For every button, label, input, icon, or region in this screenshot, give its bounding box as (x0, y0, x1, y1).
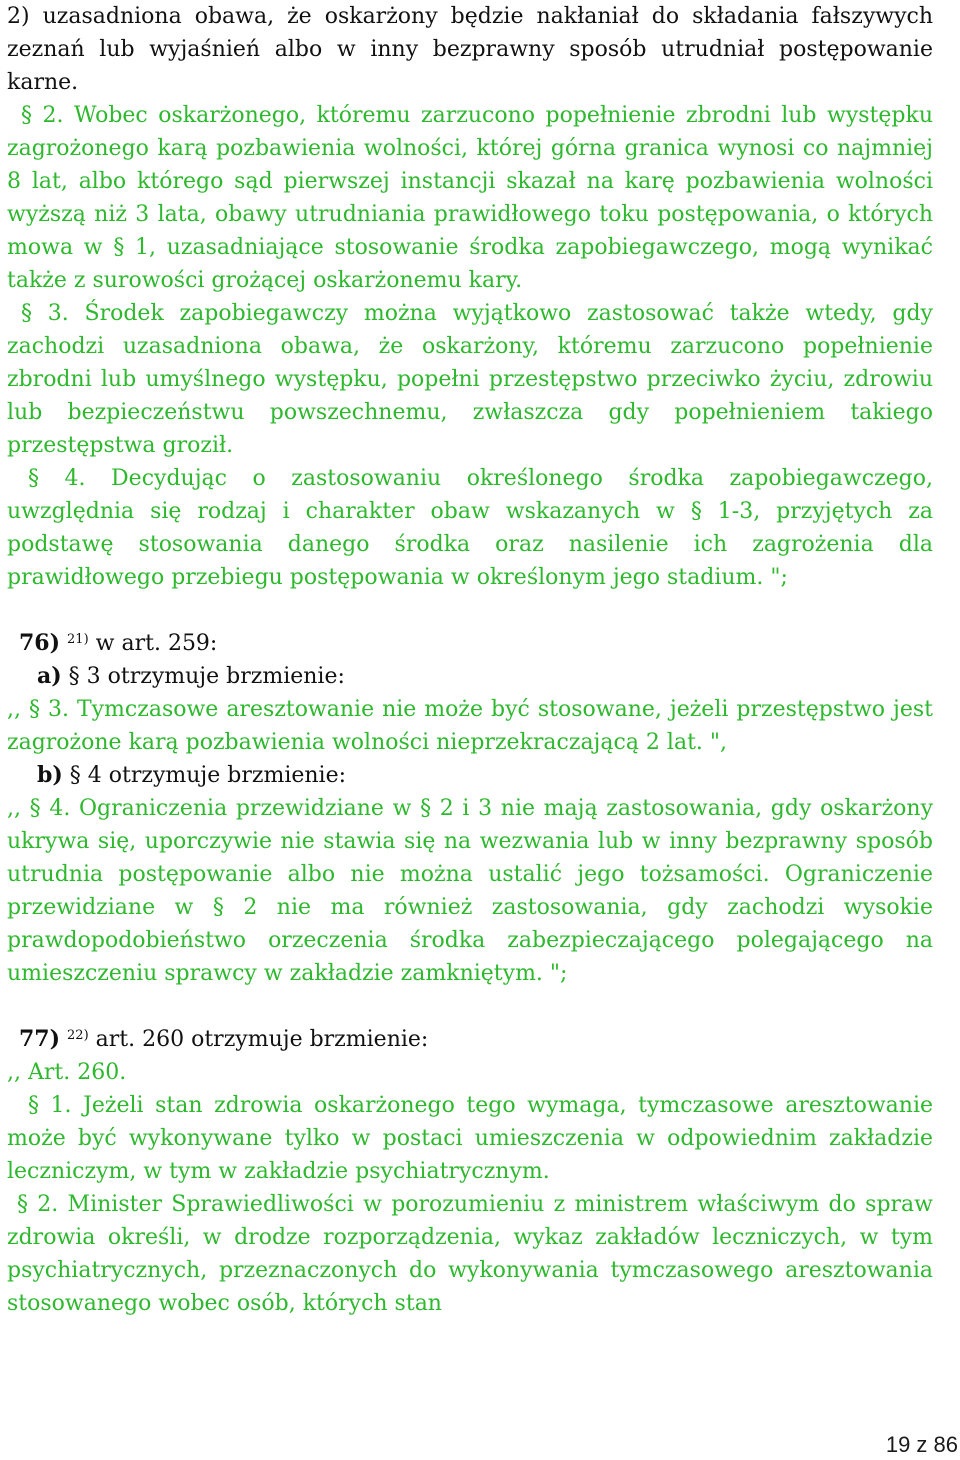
paragraph-art259-section-3: ,, § 3. Tymczasowe aresztowanie nie może być stosowane, jeżeli przestępstwo jest zagrożone karą pozbawienia wolności nieprzekraczającą 2 lat. ", (7, 697, 933, 755)
paragraph-section-2: § 2. Wobec oskarżonego, któremu zarzucono popełnienie zbrodni lub występku zagrożonego karą pozbawienia wolności, której górna granica wynosi co najmniej 8 lat, albo którego sąd pierwszej instancji skazał na karę pozbawienia wolności wyższą niż 3 lata, obawy utrudniania prawidłowego toku postępowania, o których mowa w § 1, uzasadniające stosowanie środka zapobiegawczego, mogą wynikać także z surowości grożącej oskarżonemu kary. (7, 103, 933, 293)
item-77-text: art. 260 otrzymuje brzmienie: (95, 1027, 429, 1052)
document-body (7, 0, 933, 1320)
subitem-a-text: § 3 otrzymuje brzmienie: (68, 664, 345, 689)
paragraph-section-3: § 3. Środek zapobiegawczy można wyjątkowo zastosować także wtedy, gdy zachodzi uzasadniona obawa, że oskarżony, któremu zarzucono popełnienie zbrodni lub umyślnego występku, popełni przestępstwo przeciwko życiu, zdrowiu lub bezpieczeństwu powszechnemu, zwłaszcza gdy popełnieniem takiego przestępstwa groził. (7, 301, 933, 458)
item-76 (7, 627, 933, 660)
subitem-b-text: § 4 otrzymuje brzmienie: (69, 763, 347, 788)
article-260-heading: ,, Art. 260. (7, 1060, 127, 1085)
paragraph-point-2: 2) uzasadniona obawa, że oskarżony będzie nakłaniał do składania fałszywych zeznań lub wyjaśnień albo w inny bezprawny sposób utrudniał postępowanie karne. (7, 4, 933, 95)
subitem-a (7, 660, 933, 693)
item-77 (7, 1023, 933, 1056)
item-77-footnote-ref: 22) (67, 1028, 89, 1043)
subitem-a-label: a) (37, 663, 62, 689)
item-77-number: 77) (19, 1026, 61, 1052)
paragraph-section-4: § 4. Decydując o zastosowaniu określonego środka zapobiegawczego, uwzględnia się rodzaj i charakter obaw wskazanych w § 1-3, przyjętych za podstawę stosowania danego środka oraz nasilenie ich zagrożenia dla prawidłowego przebiegu postępowania w określonym jego stadium. "; (7, 466, 933, 590)
item-76-number: 76) (19, 630, 61, 656)
page-number: 19 z 86 (885, 1432, 958, 1457)
subitem-b (7, 759, 933, 792)
paragraph-art260-section-2: § 2. Minister Sprawiedliwości w porozumieniu z ministrem właściwym do spraw zdrowia określi, w drodze rozporządzenia, wykaz zakładów leczniczych, w tym psychiatrycznych, przeznaczonych do wykonywania tymczasowego aresztowania stosowanego wobec osób, których stan (7, 1192, 933, 1316)
item-76-text: w art. 259: (95, 631, 218, 656)
paragraph-art259-section-4: ,, § 4. Ograniczenia przewidziane w § 2 i 3 nie mają zastosowania, gdy oskarżony ukrywa się, uporczywie nie stawia się na wezwania lub w inny bezprawny sposób utrudnia postępowanie albo nie można ustalić jego tożsamości. Ograniczenie przewidziane w § 2 nie ma również zastosowania, gdy zachodzi wysokie prawdopodobieństwo orzeczenia środka zabezpieczającego polegającego na umieszczeniu sprawcy w zakładzie zamkniętym. "; (7, 796, 933, 986)
paragraph-art260-section-1: § 1. Jeżeli stan zdrowia oskarżonego tego wymaga, tymczasowe aresztowanie może być wykonywane tylko w postaci umieszczenia w odpowiednim zakładzie leczniczym, w tym w zakładzie psychiatrycznym. (7, 1093, 933, 1184)
item-76-footnote-ref: 21) (67, 632, 89, 647)
subitem-b-label: b) (37, 762, 63, 788)
